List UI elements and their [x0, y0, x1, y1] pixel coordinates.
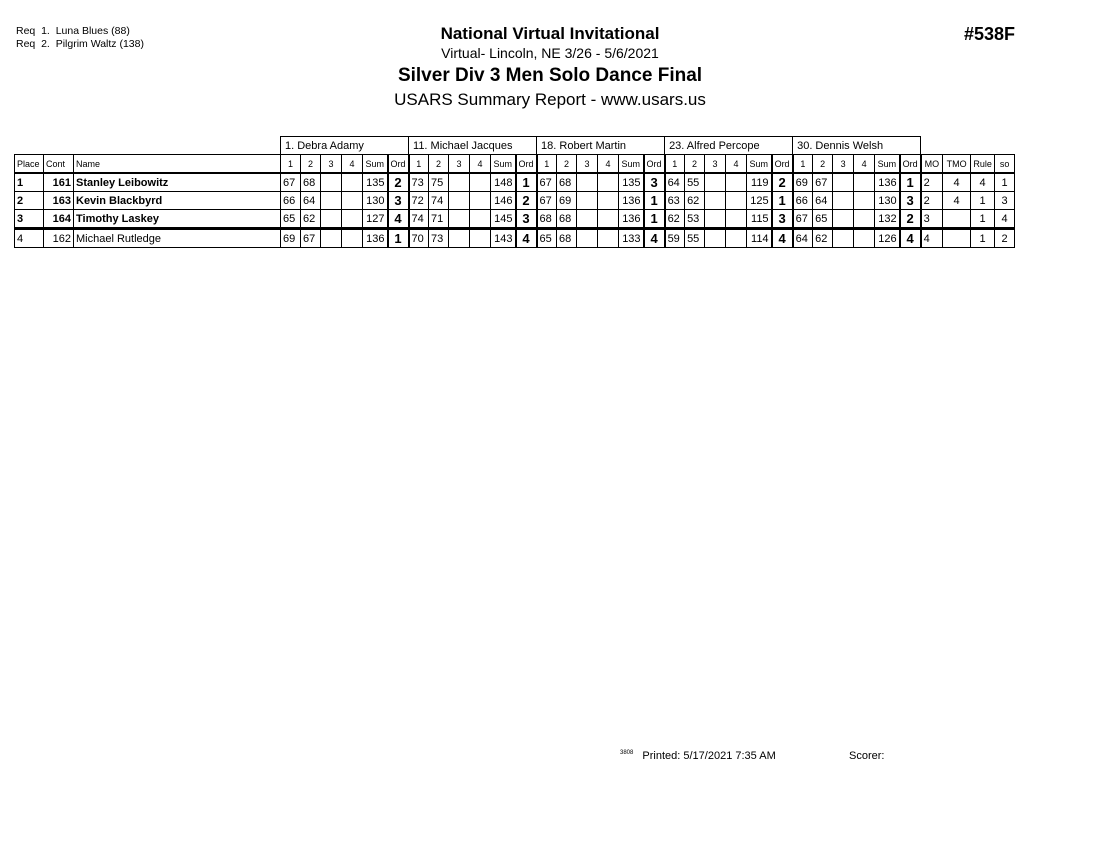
- tmo-cell: [943, 229, 971, 248]
- score-cell: 62: [301, 210, 321, 229]
- score-cell: [598, 173, 619, 192]
- score-cell: [577, 192, 598, 210]
- request-line-2: Req 2. Pilgrim Waltz (138): [16, 38, 144, 50]
- score-cell: 67: [537, 192, 557, 210]
- score-cell: [342, 173, 363, 192]
- score-cell: 68: [557, 173, 577, 192]
- rule-cell: 1: [971, 192, 995, 210]
- score-cell: 64: [301, 192, 321, 210]
- score-cell: 70: [409, 229, 429, 248]
- sum-cell: 133: [619, 229, 644, 248]
- summary-table: [14, 136, 1015, 248]
- judge-name-5: 30. Dennis Welsh: [793, 137, 921, 155]
- ordinal-cell: 4: [772, 229, 793, 248]
- sum-cell: 115: [747, 210, 772, 229]
- table-row: [15, 229, 1015, 248]
- ordinal-cell: 1: [388, 229, 409, 248]
- score-cell: [705, 210, 726, 229]
- col-j5-s2: 2: [813, 155, 833, 174]
- score-cell: [854, 192, 875, 210]
- score-cell: [449, 173, 470, 192]
- score-cell: 66: [793, 192, 813, 210]
- score-cell: 68: [557, 229, 577, 248]
- col-j2-sum: Sum: [491, 155, 516, 174]
- ordinal-cell: 4: [388, 210, 409, 229]
- col-j4-s2: 2: [685, 155, 705, 174]
- col-cont: Cont: [44, 155, 74, 174]
- score-cell: [577, 173, 598, 192]
- ordinal-cell: 1: [516, 173, 537, 192]
- mo-cell: 2: [921, 192, 943, 210]
- score-cell: [726, 210, 747, 229]
- mo-cell: 4: [921, 229, 943, 248]
- skater-name: Stanley Leibowitz: [74, 173, 281, 192]
- score-cell: [342, 229, 363, 248]
- score-cell: 69: [793, 173, 813, 192]
- col-j2-s3: 3: [449, 155, 470, 174]
- col-place: Place: [15, 155, 44, 174]
- table-row: [15, 210, 1015, 229]
- skater-name: Michael Rutledge: [74, 229, 281, 248]
- score-cell: 55: [685, 173, 705, 192]
- col-j4-sum: Sum: [747, 155, 772, 174]
- col-j5-s1: 1: [793, 155, 813, 174]
- col-j1-s1: 1: [281, 155, 301, 174]
- sum-cell: 119: [747, 173, 772, 192]
- rule-cell: 4: [971, 173, 995, 192]
- col-j3-s3: 3: [577, 155, 598, 174]
- col-j1-s2: 2: [301, 155, 321, 174]
- score-cell: 67: [813, 173, 833, 192]
- column-header-row: [15, 155, 1015, 174]
- col-j1-s3: 3: [321, 155, 342, 174]
- score-cell: 73: [429, 229, 449, 248]
- ordinal-cell: 3: [516, 210, 537, 229]
- score-cell: [854, 229, 875, 248]
- col-j5-s4: 4: [854, 155, 875, 174]
- col-j4-ord: Ord: [772, 155, 793, 174]
- score-cell: 65: [537, 229, 557, 248]
- sum-cell: 135: [619, 173, 644, 192]
- score-cell: 66: [281, 192, 301, 210]
- score-cell: [449, 210, 470, 229]
- skater-name: Timothy Laskey: [74, 210, 281, 229]
- so-cell: 3: [995, 192, 1015, 210]
- score-cell: [833, 192, 854, 210]
- rule-cell: 1: [971, 229, 995, 248]
- ordinal-cell: 3: [772, 210, 793, 229]
- score-cell: [854, 173, 875, 192]
- score-cell: 73: [409, 173, 429, 192]
- place-cell: 1: [15, 173, 44, 192]
- score-cell: 59: [665, 229, 685, 248]
- score-cell: [705, 229, 726, 248]
- sum-cell: 127: [363, 210, 388, 229]
- printed-info: [620, 750, 776, 762]
- score-cell: 65: [281, 210, 301, 229]
- score-cell: [470, 210, 491, 229]
- sum-cell: 135: [363, 173, 388, 192]
- ordinal-cell: 2: [772, 173, 793, 192]
- score-cell: 64: [665, 173, 685, 192]
- score-cell: [598, 192, 619, 210]
- sum-cell: 148: [491, 173, 516, 192]
- score-cell: [705, 192, 726, 210]
- score-cell: 68: [557, 210, 577, 229]
- sum-cell: 145: [491, 210, 516, 229]
- mo-cell: 2: [921, 173, 943, 192]
- so-cell: 1: [995, 173, 1015, 192]
- sum-cell: 146: [491, 192, 516, 210]
- ordinal-cell: 4: [900, 229, 921, 248]
- score-cell: [833, 210, 854, 229]
- contestant-number: 162: [44, 229, 74, 248]
- request-list: [16, 25, 144, 51]
- score-cell: [577, 210, 598, 229]
- score-cell: 74: [409, 210, 429, 229]
- sum-cell: 130: [363, 192, 388, 210]
- event-title: Silver Div 3 Men Solo Dance Final: [397, 65, 703, 86]
- ordinal-cell: 1: [772, 192, 793, 210]
- score-cell: 67: [793, 210, 813, 229]
- tmo-cell: 4: [943, 173, 971, 192]
- col-j1-ord: Ord: [388, 155, 409, 174]
- judge-header-row: [15, 137, 1015, 155]
- score-cell: 75: [429, 173, 449, 192]
- sum-cell: 136: [619, 192, 644, 210]
- col-j3-sum: Sum: [619, 155, 644, 174]
- col-j4-s3: 3: [705, 155, 726, 174]
- tmo-cell: 4: [943, 192, 971, 210]
- ordinal-cell: 1: [644, 210, 665, 229]
- score-cell: 67: [537, 173, 557, 192]
- judge-name-4: 23. Alfred Percope: [665, 137, 793, 155]
- score-cell: 65: [813, 210, 833, 229]
- score-cell: 69: [557, 192, 577, 210]
- score-cell: [726, 173, 747, 192]
- so-cell: 4: [995, 210, 1015, 229]
- score-cell: 62: [813, 229, 833, 248]
- table-row: [15, 173, 1015, 192]
- score-cell: [342, 210, 363, 229]
- score-cell: [598, 210, 619, 229]
- printed-timestamp: Printed: 5/17/2021 7:35 AM: [642, 750, 776, 762]
- score-cell: [321, 210, 342, 229]
- sum-cell: 126: [875, 229, 900, 248]
- mo-cell: 3: [921, 210, 943, 229]
- ordinal-cell: 3: [900, 192, 921, 210]
- scorer-label: Scorer:: [849, 750, 885, 762]
- score-cell: 74: [429, 192, 449, 210]
- skater-name: Kevin Blackbyrd: [74, 192, 281, 210]
- score-cell: 55: [685, 229, 705, 248]
- score-cell: [705, 173, 726, 192]
- score-cell: [449, 192, 470, 210]
- judge-name-3: 18. Robert Martin: [537, 137, 665, 155]
- score-cell: 62: [685, 192, 705, 210]
- place-cell: 3: [15, 210, 44, 229]
- score-cell: [470, 229, 491, 248]
- score-cell: [321, 173, 342, 192]
- judge-name-1: 1. Debra Adamy: [281, 137, 409, 155]
- score-cell: 68: [537, 210, 557, 229]
- ordinal-cell: 2: [388, 173, 409, 192]
- col-j1-sum: Sum: [363, 155, 388, 174]
- form-code: 3808: [620, 750, 634, 757]
- rule-cell: 1: [971, 210, 995, 229]
- score-cell: 69: [281, 229, 301, 248]
- so-cell: 2: [995, 229, 1015, 248]
- contestant-number: 163: [44, 192, 74, 210]
- competition-location: Virtual- Lincoln, NE 3/26 - 5/6/2021: [441, 45, 659, 61]
- event-number: #538F: [964, 24, 1016, 44]
- col-name: Name: [74, 155, 281, 174]
- score-cell: 67: [301, 229, 321, 248]
- sum-cell: 143: [491, 229, 516, 248]
- sum-cell: 125: [747, 192, 772, 210]
- score-cell: 72: [409, 192, 429, 210]
- score-cell: 64: [813, 192, 833, 210]
- sum-cell: 130: [875, 192, 900, 210]
- col-j2-s1: 1: [409, 155, 429, 174]
- col-j4-s4: 4: [726, 155, 747, 174]
- score-cell: 68: [301, 173, 321, 192]
- place-cell: 4: [15, 229, 44, 248]
- col-j5-ord: Ord: [900, 155, 921, 174]
- tmo-cell: [943, 210, 971, 229]
- place-cell: 2: [15, 192, 44, 210]
- col-so: so: [995, 155, 1015, 174]
- score-cell: [833, 229, 854, 248]
- score-cell: [833, 173, 854, 192]
- score-cell: [726, 192, 747, 210]
- score-cell: [342, 192, 363, 210]
- col-j5-s3: 3: [833, 155, 854, 174]
- col-j2-s2: 2: [429, 155, 449, 174]
- col-rule: Rule: [971, 155, 995, 174]
- score-cell: [449, 229, 470, 248]
- ordinal-cell: 2: [516, 192, 537, 210]
- ordinal-cell: 3: [388, 192, 409, 210]
- score-cell: [470, 192, 491, 210]
- judge-name-2: 11. Michael Jacques: [409, 137, 537, 155]
- ordinal-cell: 2: [900, 210, 921, 229]
- col-j3-s1: 1: [537, 155, 557, 174]
- request-line-1: Req 1. Luna Blues (88): [16, 25, 130, 37]
- sum-cell: 136: [619, 210, 644, 229]
- score-cell: [321, 192, 342, 210]
- score-cell: 63: [665, 192, 685, 210]
- table-row: [15, 192, 1015, 210]
- score-cell: [854, 210, 875, 229]
- score-cell: 71: [429, 210, 449, 229]
- contestant-number: 164: [44, 210, 74, 229]
- score-cell: [726, 229, 747, 248]
- score-cell: [598, 229, 619, 248]
- score-cell: 64: [793, 229, 813, 248]
- score-cell: 62: [665, 210, 685, 229]
- ordinal-cell: 4: [644, 229, 665, 248]
- col-j3-s2: 2: [557, 155, 577, 174]
- col-mo: MO: [921, 155, 943, 174]
- sum-cell: 114: [747, 229, 772, 248]
- ordinal-cell: 4: [516, 229, 537, 248]
- report-title: USARS Summary Report - www.usars.us: [394, 90, 706, 109]
- col-j5-sum: Sum: [875, 155, 900, 174]
- sum-cell: 136: [363, 229, 388, 248]
- col-j2-s4: 4: [470, 155, 491, 174]
- competition-title: National Virtual Invitational: [440, 24, 660, 43]
- ordinal-cell: 1: [644, 192, 665, 210]
- ordinal-cell: 3: [644, 173, 665, 192]
- score-cell: [470, 173, 491, 192]
- score-cell: 67: [281, 173, 301, 192]
- col-j1-s4: 4: [342, 155, 363, 174]
- sum-cell: 136: [875, 173, 900, 192]
- col-tmo: TMO: [943, 155, 971, 174]
- score-cell: 53: [685, 210, 705, 229]
- contestant-number: 161: [44, 173, 74, 192]
- sum-cell: 132: [875, 210, 900, 229]
- score-cell: [577, 229, 598, 248]
- col-j3-s4: 4: [598, 155, 619, 174]
- ordinal-cell: 1: [900, 173, 921, 192]
- col-j2-ord: Ord: [516, 155, 537, 174]
- score-cell: [321, 229, 342, 248]
- col-j3-ord: Ord: [644, 155, 665, 174]
- col-j4-s1: 1: [665, 155, 685, 174]
